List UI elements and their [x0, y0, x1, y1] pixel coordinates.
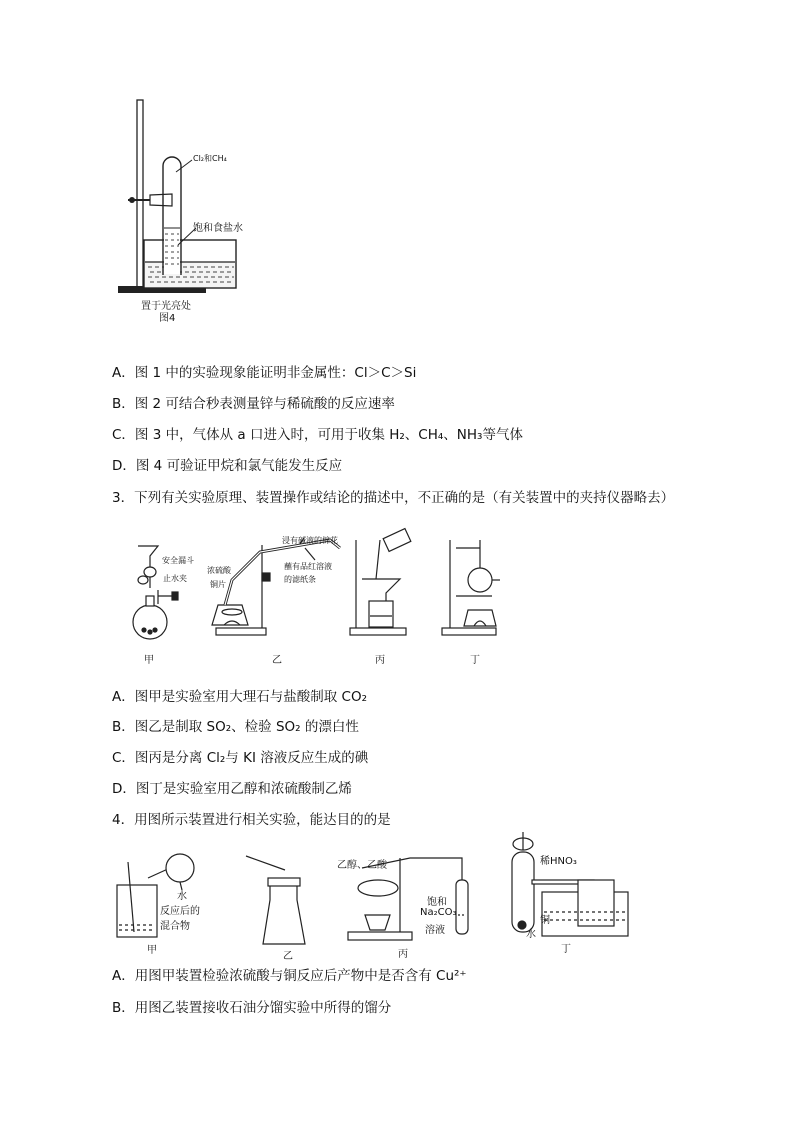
q3-option-c: C．图丙是分离 Cl₂与 KI 溶液反应生成的碘	[112, 750, 369, 766]
place-label: 置于光亮处	[141, 301, 191, 312]
mixture-label: 反应后的	[160, 906, 200, 917]
figure-caption: 图4	[159, 313, 176, 324]
water-label-2: 水	[526, 929, 536, 940]
copper-label-2: 铜	[540, 915, 550, 926]
q3-option-a: A．图甲是实验室用大理石与盐酸制取 CO₂	[112, 689, 367, 705]
q3-option-d: D．图丁是实验室用乙醇和浓硫酸制乙烯	[112, 781, 352, 797]
hno3-label: 稀HNO₃	[540, 856, 577, 867]
mixture-label-2: 混合物	[160, 921, 190, 932]
q4-caption-yi: 乙	[283, 951, 293, 962]
saturated-label-3: 溶液	[425, 925, 445, 936]
q4-option-b: B．用图乙装置接收石油分馏实验中所得的馏分	[112, 1000, 392, 1016]
gas-label: Cl₂和CH₄	[193, 154, 227, 163]
q3-option-b: B．图乙是制取 SO₂、检验 SO₂ 的漂白性	[112, 719, 359, 735]
paper-label-2: 的滤纸条	[284, 575, 316, 584]
paper-label: 蘸有品红溶液	[284, 562, 332, 571]
q2-option-b: B．图 2 可结合秒表测量锌与稀硫酸的反应速率	[112, 396, 395, 412]
q4-stem: 4．用图所示装置进行相关实验，能达目的的是	[112, 812, 391, 828]
q3-stem: 3．下列有关实验原理、装置操作或结论的描述中，不正确的是（有关装置中的夹持仪器略去）	[112, 490, 675, 506]
saturated-label: 饱和	[427, 897, 447, 908]
acid-label: 浓硫酸	[207, 566, 231, 575]
reagents-label: 乙醇、乙酸	[337, 860, 387, 871]
cotton-label: 浸有碱液的棉花	[282, 536, 338, 545]
q2-option-c: C．图 3 中，气体从 a 口进入时，可用于收集 H₂、CH₄、NH₃等气体	[112, 427, 523, 443]
q4-caption-jia: 甲	[147, 945, 157, 956]
q2-option-d: D．图 4 可验证甲烷和氯气能发生反应	[112, 458, 343, 474]
funnel-label: 安全漏斗	[162, 556, 194, 565]
q3-caption-ding: 丁	[470, 655, 480, 666]
copper-label: 铜片	[210, 580, 226, 589]
q3-caption-jia: 甲	[144, 655, 154, 666]
q4-caption-bing: 丙	[398, 949, 408, 960]
q4-caption-ding: 丁	[561, 944, 571, 955]
saturated-label-2: Na₂CO₃	[420, 907, 457, 918]
clamp-label: 止水夹	[163, 574, 187, 583]
q4-option-a: A．用图甲装置检验浓硫酸与铜反应后产物中是否含有 Cu²⁺	[112, 968, 467, 984]
q3-caption-bing: 丙	[375, 655, 385, 666]
water-label: 水	[177, 891, 187, 902]
q3-caption-yi: 乙	[272, 655, 282, 666]
q2-option-a: A．图 1 中的实验现象能证明非金属性：Cl＞C＞Si	[112, 365, 417, 381]
liquid-label: 饱和食盐水	[193, 223, 243, 234]
